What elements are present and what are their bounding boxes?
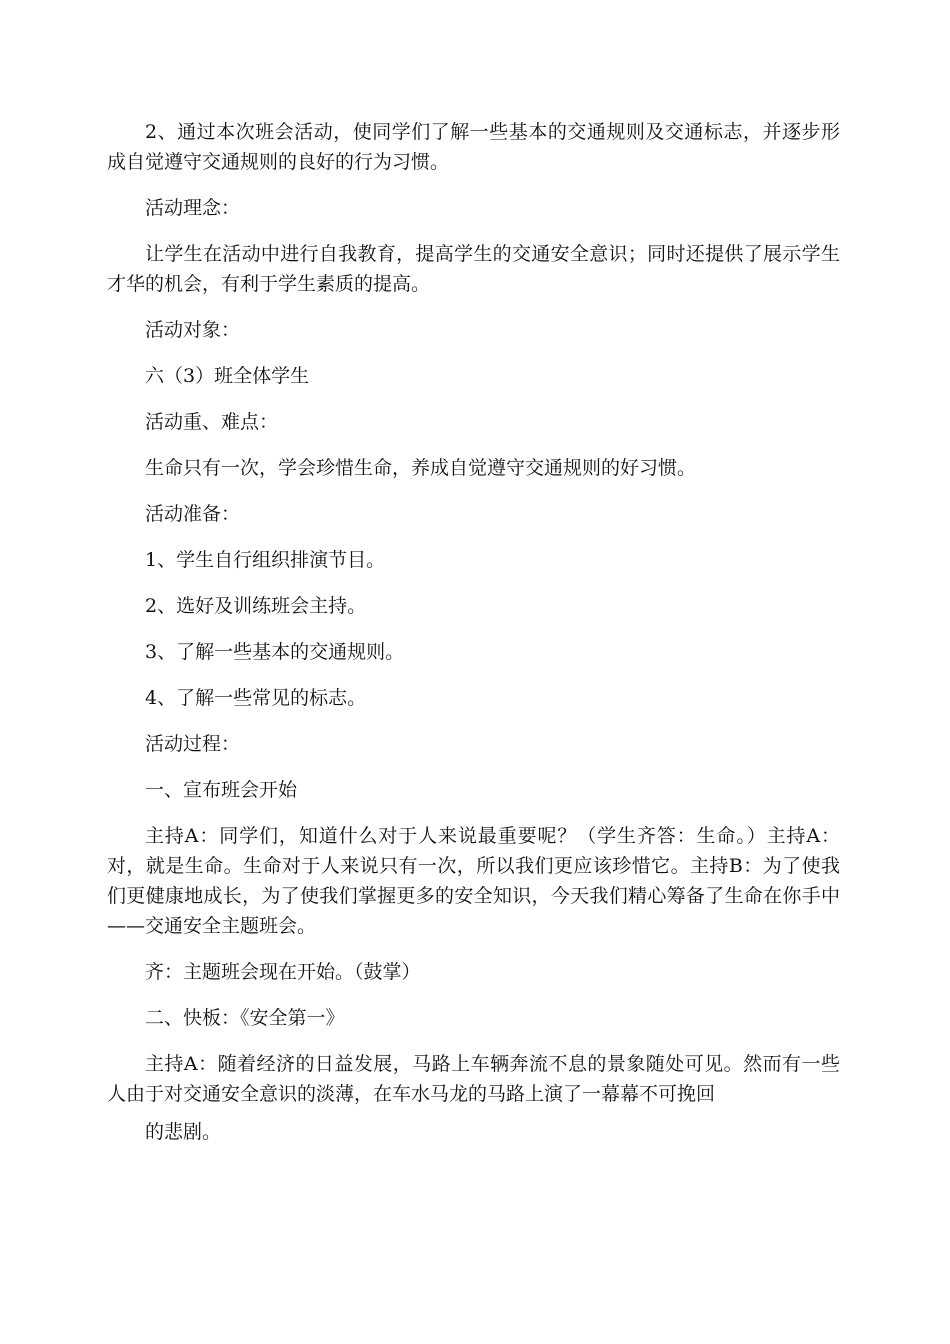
list-item-preparation-3: 3、了解一些基本的交通规则。 [145, 641, 405, 663]
paragraph-activity-concept: 让学生在活动中进行自我教育，提高学生的交通安全意识；同时还提供了展示学生才华的机会，有利于学生素质的提高。 [107, 243, 840, 295]
paragraph-tragedy: 的悲剧。 [145, 1121, 222, 1143]
list-item-preparation-4: 4、了解一些常见的标志。 [145, 687, 367, 709]
paragraph-activity-target: 六（3）班全体学生 [145, 365, 310, 387]
list-item-preparation-1: 1、学生自行组织排演节目。 [145, 549, 386, 571]
paragraph-all-together: 齐：主题班会现在开始。（鼓掌） [145, 961, 421, 983]
heading-key-points: 活动重、难点： [145, 411, 279, 433]
heading-activity-concept: 活动理念： [145, 197, 241, 219]
list-item-preparation-2: 2、选好及训练班会主持。 [145, 595, 367, 617]
section-heading-1: 一、宣布班会开始 [145, 779, 298, 801]
paragraph-key-points: 生命只有一次，学会珍惜生命，养成自觉遵守交通规则的好习惯。 [145, 457, 697, 479]
section-heading-2: 二、快板：《安全第一》 [145, 1007, 345, 1029]
heading-preparation: 活动准备： [145, 503, 241, 525]
heading-activity-target: 活动对象： [145, 319, 241, 341]
document-body [107, 117, 840, 1163]
paragraph-host-dialogue-1: 主持A：同学们，知道什么对于人来说最重要呢？（学生齐答：生命。）主持A：对，就是生命。生命对于人来说只有一次，所以我们更应该珍惜它。主持B：为了使我们更健康地成长，为了使我们掌握更多的安全知识，今天我们精心筹备了生命在你手中——交通安全主题班会。 [107, 825, 840, 937]
paragraph-goal-2: 2、通过本次班会活动，使同学们了解一些基本的交通规则及交通标志，并逐步形成自觉遵守交通规则的良好的行为习惯。 [107, 121, 840, 173]
heading-process: 活动过程： [145, 733, 241, 755]
paragraph-host-dialogue-2: 主持A：随着经济的日益发展，马路上车辆奔流不息的景象随处可见。然而有一些人由于对交通安全意识的淡薄，在车水马龙的马路上演了一幕幕不可挽回 [107, 1053, 840, 1105]
